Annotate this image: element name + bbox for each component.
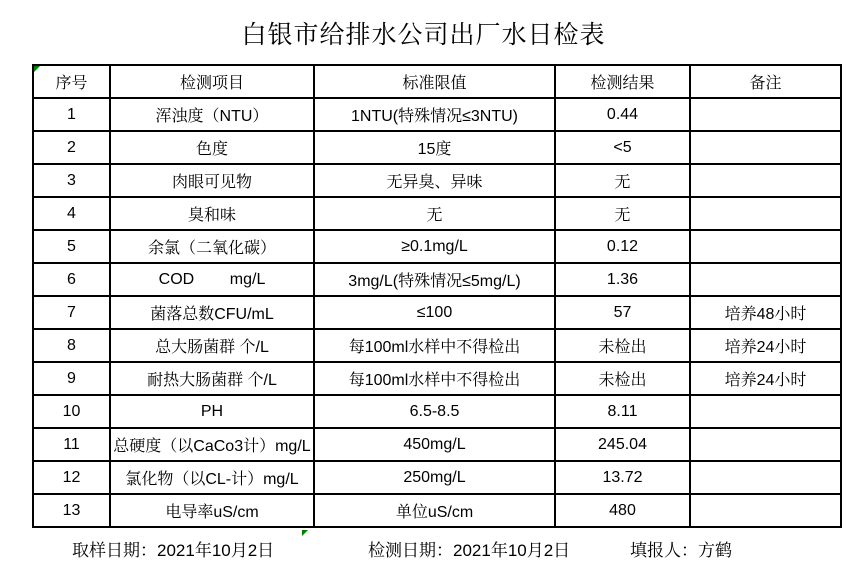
- cell-no[interactable]: 1: [33, 98, 110, 131]
- cell-result[interactable]: 13.72: [555, 461, 690, 494]
- cell-note[interactable]: [690, 461, 841, 494]
- cell-note[interactable]: [690, 428, 841, 461]
- header-row: [33, 65, 841, 98]
- cell-item[interactable]: 菌落总数CFU/mL: [110, 296, 314, 329]
- cell-result[interactable]: 8.11: [555, 395, 690, 428]
- cell-result[interactable]: 1.36: [555, 263, 690, 296]
- cell-item[interactable]: 臭和味: [110, 197, 314, 230]
- inspection-table: [32, 64, 842, 528]
- table-row: [33, 296, 841, 329]
- cell-result[interactable]: 未检出: [555, 329, 690, 362]
- cell-no[interactable]: 3: [33, 164, 110, 197]
- cell-limit[interactable]: 1NTU(特殊情况≤3NTU): [314, 98, 555, 131]
- cell-item[interactable]: 余氯（二氧化碳）: [110, 230, 314, 263]
- table-row: [33, 329, 841, 362]
- cell-item[interactable]: 浑浊度（NTU）: [110, 98, 314, 131]
- cell-item[interactable]: 色度: [110, 131, 314, 164]
- cell-limit[interactable]: 每100ml水样中不得检出: [314, 329, 555, 362]
- header-cell-item[interactable]: 检测项目: [110, 65, 314, 98]
- header-cell-note[interactable]: 备注: [690, 65, 841, 98]
- cell-limit[interactable]: ≤100: [314, 296, 555, 329]
- header-cell-no[interactable]: 序号: [33, 65, 110, 98]
- cell-result[interactable]: 无: [555, 164, 690, 197]
- cell-limit[interactable]: ≥0.1mg/L: [314, 230, 555, 263]
- cell-result[interactable]: <5: [555, 131, 690, 164]
- table-row: [33, 263, 841, 296]
- cell-result[interactable]: 480: [555, 494, 690, 527]
- cell-note[interactable]: [690, 98, 841, 131]
- cell-no[interactable]: 12: [33, 461, 110, 494]
- cell-limit[interactable]: 15度: [314, 131, 555, 164]
- cell-no[interactable]: 8: [33, 329, 110, 362]
- testing-date-label: 检测日期：2021年10月2日: [368, 541, 571, 560]
- cell-limit[interactable]: 6.5-8.5: [314, 395, 555, 428]
- cell-result[interactable]: 245.04: [555, 428, 690, 461]
- header-cell-limit[interactable]: 标准限值: [314, 65, 555, 98]
- table-row: [33, 461, 841, 494]
- cell-item[interactable]: 耐热大肠菌群 个/L: [110, 362, 314, 395]
- cell-result[interactable]: 0.12: [555, 230, 690, 263]
- cell-note[interactable]: [690, 263, 841, 296]
- table-bottom-marker-icon: [302, 530, 308, 536]
- cell-limit[interactable]: 450mg/L: [314, 428, 555, 461]
- cell-no[interactable]: 5: [33, 230, 110, 263]
- cell-note[interactable]: 培养24小时: [690, 362, 841, 395]
- cell-no[interactable]: 4: [33, 197, 110, 230]
- cell-limit[interactable]: 250mg/L: [314, 461, 555, 494]
- table-row: [33, 428, 841, 461]
- cell-item[interactable]: 氯化物（以CL-计）mg/L: [110, 461, 314, 494]
- cell-limit[interactable]: 无: [314, 197, 555, 230]
- inspection-table-body: [33, 98, 841, 527]
- cell-note[interactable]: [690, 395, 841, 428]
- cell-no[interactable]: 13: [33, 494, 110, 527]
- sampling-date-label: 取样日期：2021年10月2日: [72, 541, 275, 560]
- cell-note[interactable]: [690, 164, 841, 197]
- cell-limit[interactable]: 无异臭、异味: [314, 164, 555, 197]
- inspection-table-header: [33, 65, 841, 98]
- cell-item[interactable]: 总大肠菌群 个/L: [110, 329, 314, 362]
- cell-result[interactable]: 57: [555, 296, 690, 329]
- table-row: [33, 230, 841, 263]
- cell-item[interactable]: 总硬度（以CaCo3计）mg/L: [110, 428, 314, 461]
- cell-item[interactable]: PH: [110, 395, 314, 428]
- cell-limit[interactable]: 单位uS/cm: [314, 494, 555, 527]
- table-row: [33, 362, 841, 395]
- cell-note[interactable]: [690, 197, 841, 230]
- table-row: [33, 164, 841, 197]
- cell-note[interactable]: [690, 494, 841, 527]
- cell-no[interactable]: 2: [33, 131, 110, 164]
- table-row: [33, 494, 841, 527]
- table-row: [33, 131, 841, 164]
- cell-note[interactable]: 培养48小时: [690, 296, 841, 329]
- cell-result[interactable]: 未检出: [555, 362, 690, 395]
- cell-no[interactable]: 10: [33, 395, 110, 428]
- cell-result[interactable]: 无: [555, 197, 690, 230]
- cell-item[interactable]: 电导率uS/cm: [110, 494, 314, 527]
- cell-limit[interactable]: 每100ml水样中不得检出: [314, 362, 555, 395]
- cell-note[interactable]: 培养24小时: [690, 329, 841, 362]
- reporter-label: 填报人：方鹤: [630, 541, 732, 560]
- header-cell-result[interactable]: 检测结果: [555, 65, 690, 98]
- cell-no[interactable]: 9: [33, 362, 110, 395]
- table-row: [33, 197, 841, 230]
- table-row: [33, 98, 841, 131]
- table-row: [33, 395, 841, 428]
- cell-item[interactable]: COD mg/L: [110, 263, 314, 296]
- cell-result[interactable]: 0.44: [555, 98, 690, 131]
- cell-no[interactable]: 11: [33, 428, 110, 461]
- cell-note[interactable]: [690, 131, 841, 164]
- cell-limit[interactable]: 3mg/L(特殊情况≤5mg/L): [314, 263, 555, 296]
- cell-no[interactable]: 7: [33, 296, 110, 329]
- cell-note[interactable]: [690, 230, 841, 263]
- report-title: 白银市给排水公司出厂水日检表: [241, 21, 606, 49]
- cell-item[interactable]: 肉眼可见物: [110, 164, 314, 197]
- cell-no[interactable]: 6: [33, 263, 110, 296]
